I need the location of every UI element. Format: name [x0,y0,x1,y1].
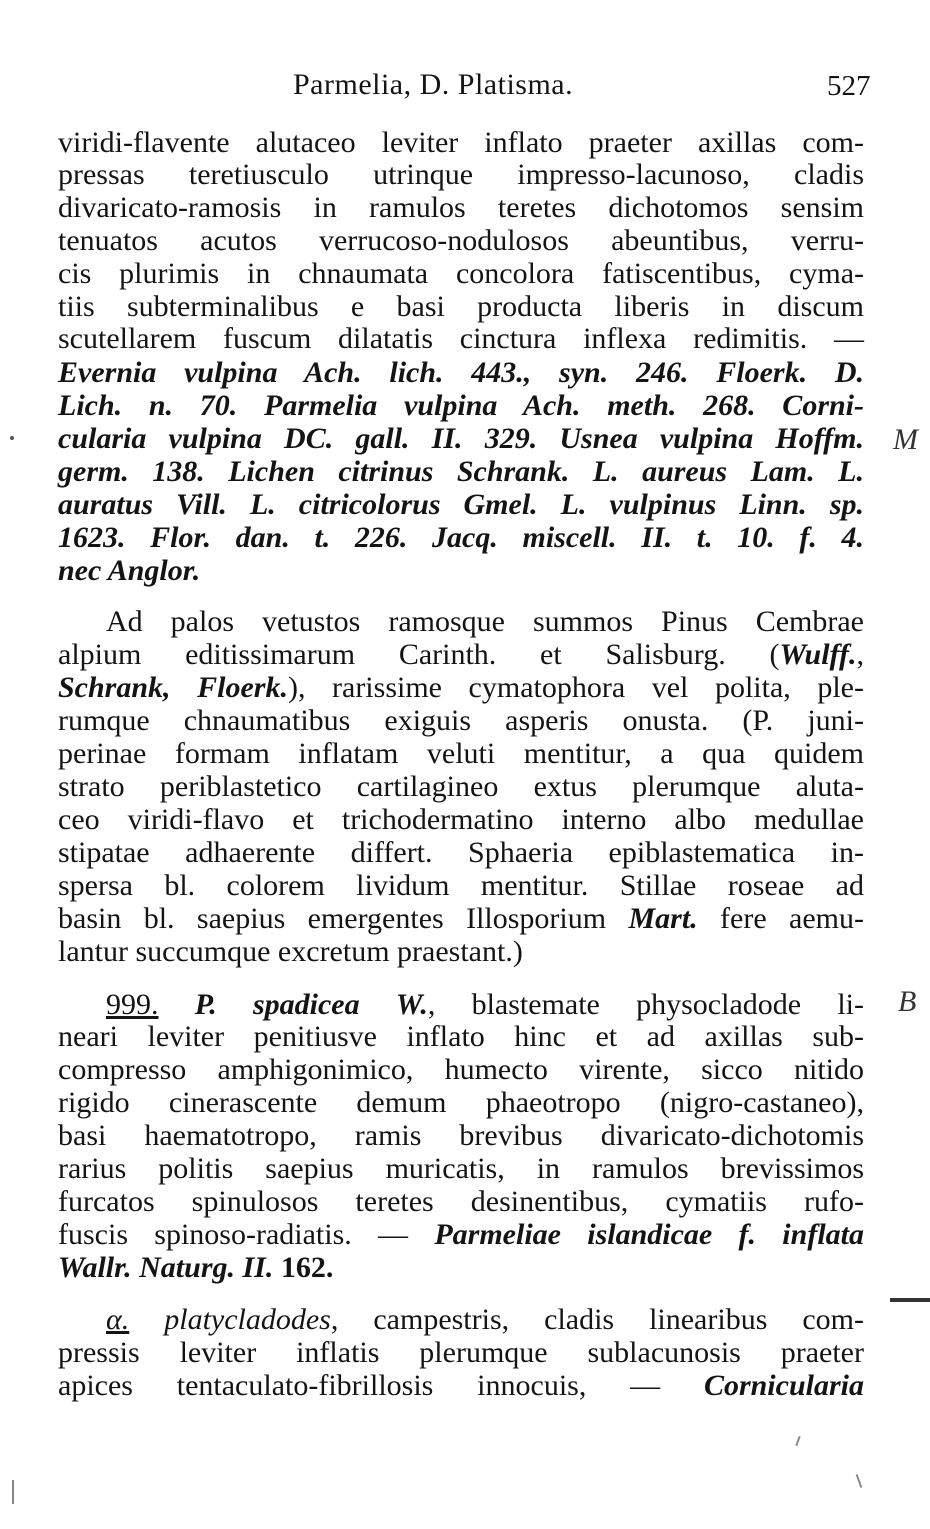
text-line: lantur succumque excretum praestant.) [58,935,523,968]
stray-mark [12,1480,14,1504]
text-span: fere aemu- [697,902,864,935]
text-line: tiis subterminalibus e basi producta liberis in discum [58,290,864,323]
text-span: alpium editissimarum Carinth. et Salisburg. ( [58,638,780,671]
stray-mark [795,1436,800,1446]
synonymy-line: cularia vulpina DC. gall. II. 329. Usnea vulpina Hoffm. [58,422,864,455]
synonymy-line: germ. 138. Lichen citrinus Schrank. L. aureus Lam. L. [58,455,864,488]
text-line: perinae formam inflatam veluti mentitur, a qua quidem [58,737,864,770]
author-citation: W. [395,988,428,1021]
text-line [58,1252,864,1284]
text-line: tenuatos acutos verrucoso-nodulosos abeuntibus, verru- [58,224,864,257]
margin-annotation: B [898,985,917,1018]
text-line: basi haematotropo, ramis brevibus divaricato-dichotomis [58,1119,864,1152]
text-line: compresso amphigonimico, humecto virente, sicco nitido [58,1053,864,1086]
synonym-citation: Parmeliae islandicae f. inflata [434,1218,864,1251]
margin-annotation: M [893,423,918,456]
stray-mark [10,436,14,440]
text-span: basin bl. saepius emergentes Illosporium [58,902,629,935]
author-citation: Mart. [628,902,698,935]
text-line [58,639,864,671]
text-line: stipatae adhaerente differt. Sphaeria epiblastematica in- [58,836,864,869]
text-line: pressis leviter inflatis plerumque sublacunosis praeter [58,1336,864,1369]
text-span: fuscis spinoso-radiatis. — [58,1218,435,1251]
running-head: Parmelia, D. Platisma. [293,68,574,101]
text-line: divaricato-ramosis in ramulos teretes dichotomos sensim [58,191,864,224]
text-line [58,1219,864,1251]
text-span: , [856,638,864,671]
variety-letter: α. [106,1303,130,1336]
text-span: , campestris, cladis linearibus com- [330,1303,864,1336]
entry-number: 999. [106,988,159,1021]
entry-heading-line [106,989,864,1021]
text-span: , blastemate physocladode li- [427,988,865,1021]
text-line: pressas teretiusculo utrinque impresso-lacunoso, cladis [58,158,864,191]
species-name: P. spadicea [194,988,360,1021]
page-header [0,68,930,108]
variety-heading-line [106,1304,864,1336]
margin-dash [890,1298,930,1302]
author-citation: Wulff. [779,638,857,671]
text-line: Ad palos vetustos ramosque summos Pinus Cembrae [106,605,864,638]
stray-mark [856,1474,863,1488]
text-line: scutellarem fuscum dilatatis cinctura inflexa redimitis. — [58,322,864,355]
variety-name: platycladodes [164,1303,331,1336]
synonymy-line: Lich. n. 70. Parmelia vulpina Ach. meth. 268. Corni- [58,389,864,422]
text-line: rigido cinerascente demum phaeotropo (nigro-castaneo), [58,1086,864,1119]
author-citation: Schrank, Floerk. [58,671,288,704]
text-line: rumque chnaumatibus exiguis asperis onusta. (P. juni- [58,704,864,737]
text-line: rarius politis saepius muricatis, in ramulos brevissimos [58,1152,864,1185]
synonym-citation: Wallr. Naturg. II. [58,1251,274,1284]
text-line [58,903,864,935]
synonymy-line: 1623. Flor. dan. t. 226. Jacq. miscell. II. t. 10. f. 4. [58,521,864,554]
text-line: cis plurimis in chnaumata concolora fatiscentibus, cyma- [58,257,864,290]
text-line: strato periblastetico cartilagineo extus plerumque aluta- [58,770,864,803]
text-line: viridi-flavente alutaceo leviter inflato praeter axillas com- [58,126,864,159]
text-line: neari leviter penitiusve inflato hinc et ad axillas sub- [58,1020,864,1053]
text-line [58,672,864,704]
text-span: apices tentaculato-fibrillosis innocuis, — [58,1369,704,1402]
synonym-citation: Cornicularia [703,1369,864,1402]
synonymy-line: nec Anglor. [58,554,201,587]
text-line: furcatos spinulosos teretes desinentibus, cymatiis rufo- [58,1185,864,1218]
text-line [58,1370,864,1402]
text-line: ceo viridi-flavo et trichodermatino interno albo medullae [58,803,864,836]
text-line: spersa bl. colorem lividum mentitur. Stillae roseae ad [58,869,864,902]
synonymy-line: auratus Vill. L. citricolorus Gmel. L. vulpinus Linn. sp. [58,488,864,521]
synonymy-line: Evernia vulpina Ach. lich. 443., syn. 246. Floerk. D. [58,356,864,389]
text-span: ), rarissime cymatophora vel polita, ple- [287,671,864,704]
text-span: 162. [273,1251,334,1284]
page-number: 527 [827,70,871,102]
